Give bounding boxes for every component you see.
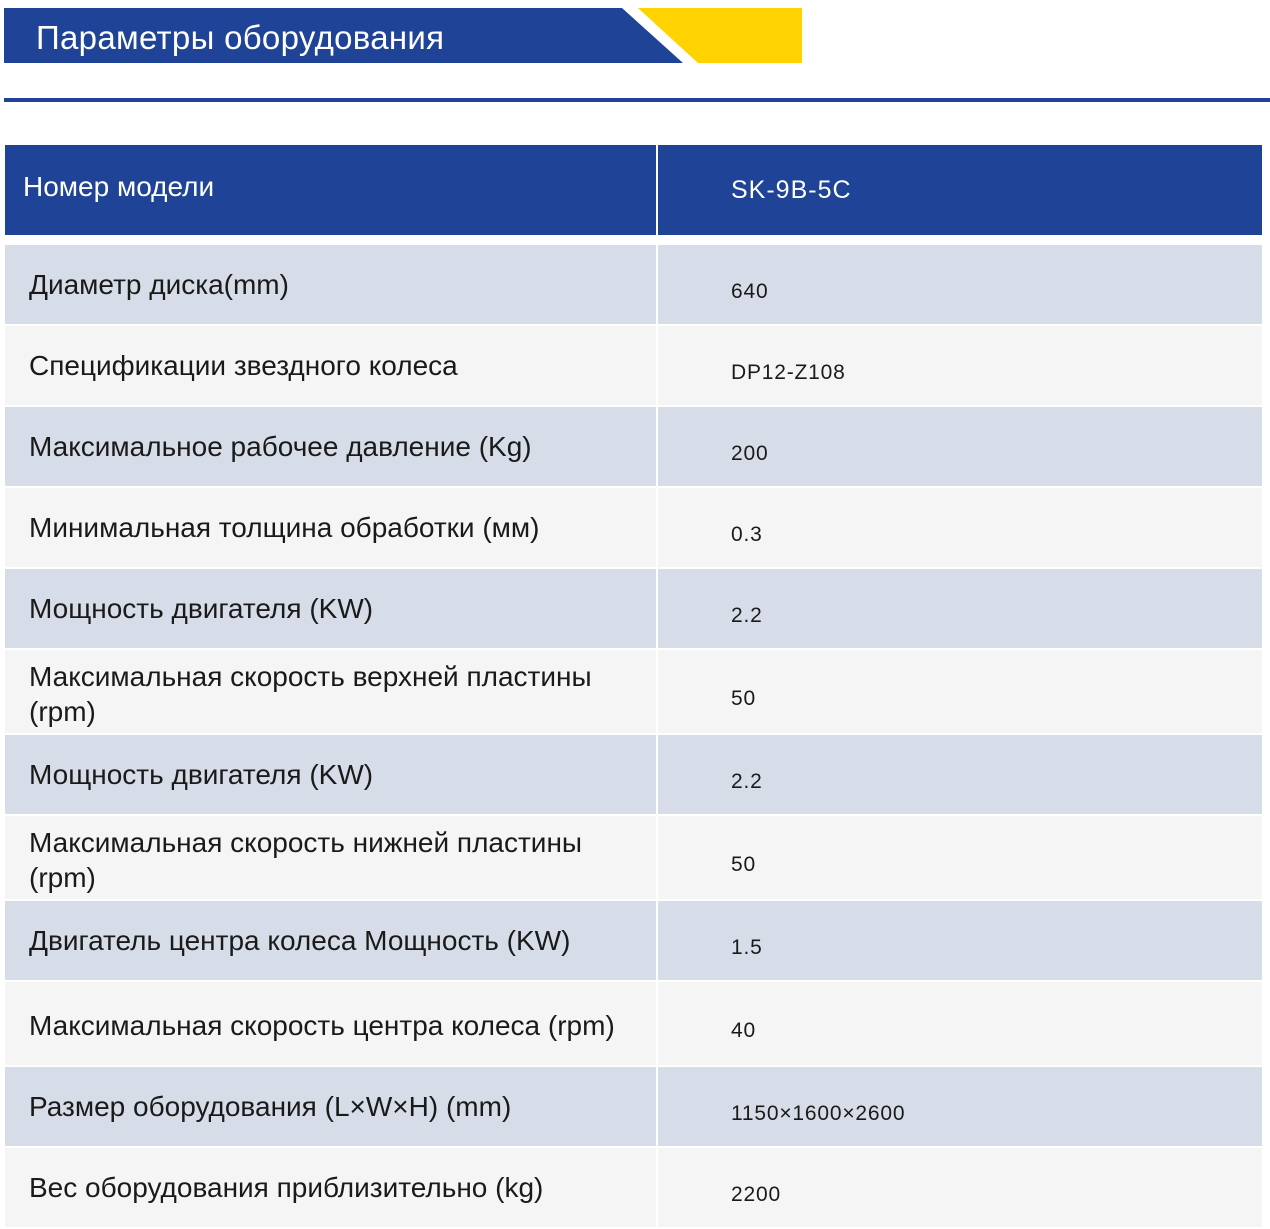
row-value: 2.2 — [658, 569, 1262, 650]
table-row — [5, 982, 1262, 1067]
header-model: SK-9B-5C — [658, 145, 1262, 235]
row-value: 200 — [658, 407, 1262, 488]
table-row — [5, 569, 1262, 650]
row-label: Размер оборудования (L×W×H) (mm) — [5, 1067, 658, 1148]
table-row — [5, 488, 1262, 569]
table-row — [5, 816, 1262, 901]
row-value: 2200 — [658, 1148, 1262, 1229]
row-value: 0.3 — [658, 488, 1262, 569]
section-title: Параметры оборудования — [36, 19, 445, 56]
section-divider — [4, 98, 1270, 102]
row-label: Вес оборудования приблизительно (kg) — [5, 1148, 658, 1229]
row-label: Максимальная скорость нижней пластины (rpm) — [5, 816, 658, 901]
table-row — [5, 735, 1262, 816]
table-row — [5, 407, 1262, 488]
row-value: 640 — [658, 245, 1262, 326]
row-label: Мощность двигателя (KW) — [5, 569, 658, 650]
header-label: Номер модели — [5, 145, 658, 235]
table-row — [5, 901, 1262, 982]
row-value: 40 — [658, 982, 1262, 1067]
row-label: Диаметр диска(mm) — [5, 245, 658, 326]
row-value: 1150×1600×2600 — [658, 1067, 1262, 1148]
row-label: Двигатель центра колеса Мощность (KW) — [5, 901, 658, 982]
table-header-row — [5, 145, 1262, 235]
row-value: 1.5 — [658, 901, 1262, 982]
specifications-table — [5, 145, 1262, 1229]
table-row — [5, 1148, 1262, 1229]
row-label: Максимальная скорость верхней пластины (rpm) — [5, 650, 658, 735]
row-value: 50 — [658, 816, 1262, 901]
row-label: Мощность двигателя (KW) — [5, 735, 658, 816]
header-spacer — [5, 235, 1262, 245]
table-row — [5, 326, 1262, 407]
row-label: Максимальное рабочее давление (Kg) — [5, 407, 658, 488]
table-row — [5, 650, 1262, 735]
table-row — [5, 245, 1262, 326]
row-value: 50 — [658, 650, 1262, 735]
row-label: Максимальная скорость центра колеса (rpm) — [5, 982, 658, 1067]
table-row — [5, 1067, 1262, 1148]
row-value: 2.2 — [658, 735, 1262, 816]
row-label: Спецификации звездного колеса — [5, 326, 658, 407]
row-label: Минимальная толщина обработки (мм) — [5, 488, 658, 569]
section-banner — [4, 8, 804, 64]
row-value: DP12-Z108 — [658, 326, 1262, 407]
